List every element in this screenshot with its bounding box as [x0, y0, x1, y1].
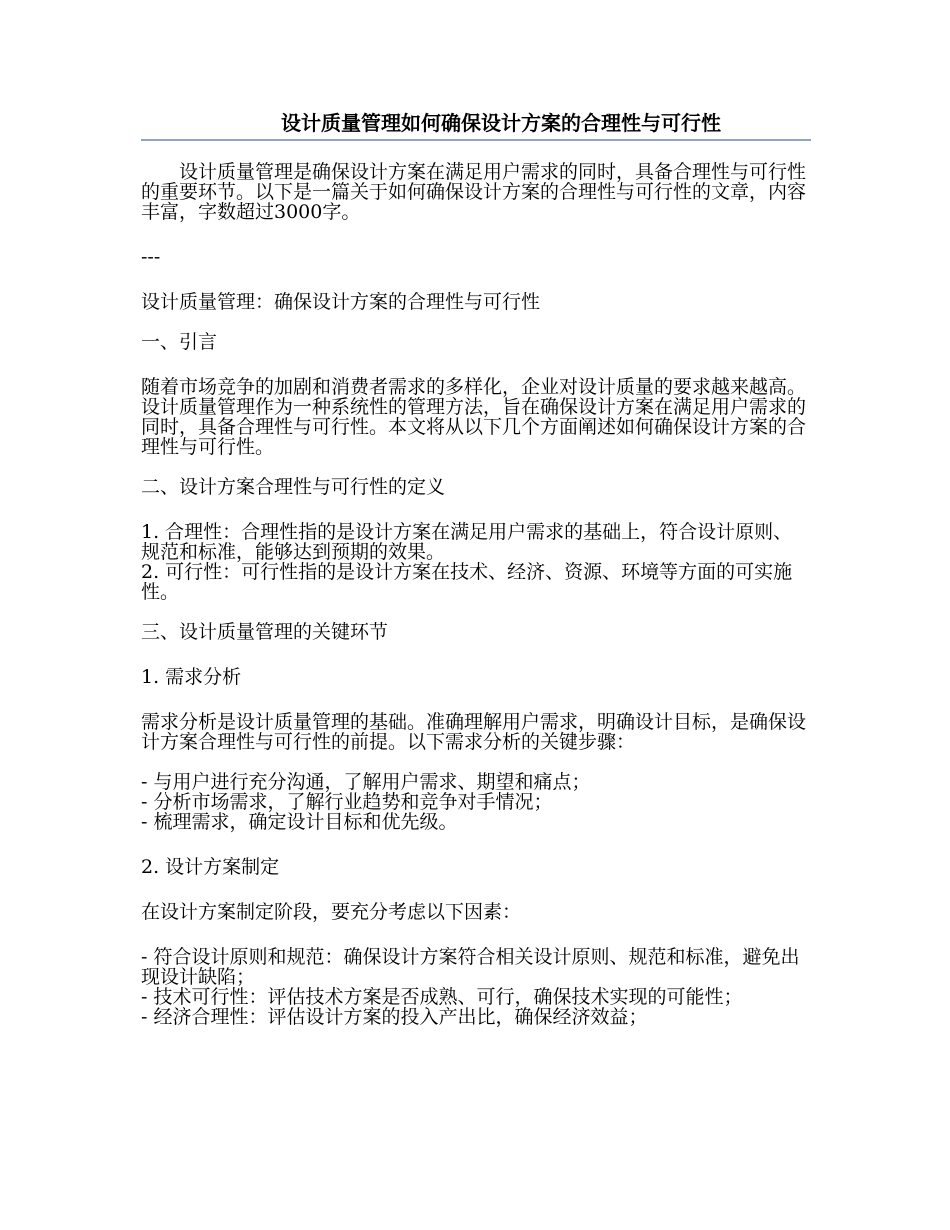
requirements-paragraph: 需求分析是设计质量管理的基础。准确理解用户需求，明确设计目标，是确保设计方案合理性与可行性的前提。以下需求分析的关键步骤：	[141, 711, 807, 753]
section-heading-key-steps: 三、设计质量管理的关键环节	[141, 621, 389, 643]
section-heading-definition: 二、设计方案合理性与可行性的定义	[141, 476, 446, 498]
list-item: - 技术可行性：评估技术方案是否成熟、可行，确保技术实现的可能性；	[141, 986, 743, 1008]
title-underline	[141, 139, 811, 141]
list-item: - 符合设计原则和规范：确保设计方案符合相关设计原则、规范和标准，避免出现设计缺陷；	[141, 946, 800, 988]
article-title: 设计质量管理：确保设计方案的合理性与可行性	[141, 291, 541, 313]
list-item: - 梳理需求，确定设计目标和优先级。	[141, 811, 458, 833]
section-heading-intro: 一、引言	[141, 331, 218, 353]
document-page	[141, 108, 811, 1027]
list-item: - 与用户进行充分沟通，了解用户需求、期望和痛点；	[141, 771, 591, 793]
subsection-heading-plan: 2. 设计方案制定	[141, 856, 280, 878]
intro-paragraph: 设计质量管理是确保设计方案在满足用户需求的同时，具备合理性与可行性的重要环节。以下是一篇关于如何确保设计方案的合理性与可行性的文章，内容丰富，字数超过3000字。	[141, 161, 807, 223]
document-title: 设计质量管理如何确保设计方案的合理性与可行性	[281, 111, 721, 135]
intro-section-paragraph: 随着市场竞争的加剧和消费者需求的多样化，企业对设计质量的要求越来越高。设计质量管理作为一种系统性的管理方法，旨在确保设计方案在满足用户需求的同时，具备合理性与可行性。本文将从以下几个方面阐述如何确保设计方案的合理性与可行性。	[141, 376, 807, 458]
plan-paragraph: 在设计方案制定阶段，要充分考虑以下因素：	[141, 901, 522, 923]
definition-item-1: 1. 合理性：合理性指的是设计方案在满足用户需求的基础上，符合设计原则、规范和标准，能够达到预期的效果。	[141, 521, 793, 563]
list-item: - 经济合理性：评估设计方案的投入产出比，确保经济效益；	[141, 1006, 648, 1028]
separator-line: ---	[141, 246, 161, 268]
definition-item-2: 2. 可行性：可行性指的是设计方案在技术、经济、资源、环境等方面的可实施性。	[141, 561, 793, 603]
subsection-heading-requirements: 1. 需求分析	[141, 666, 242, 688]
list-item: - 分析市场需求，了解行业趋势和竞争对手情况；	[141, 791, 553, 813]
